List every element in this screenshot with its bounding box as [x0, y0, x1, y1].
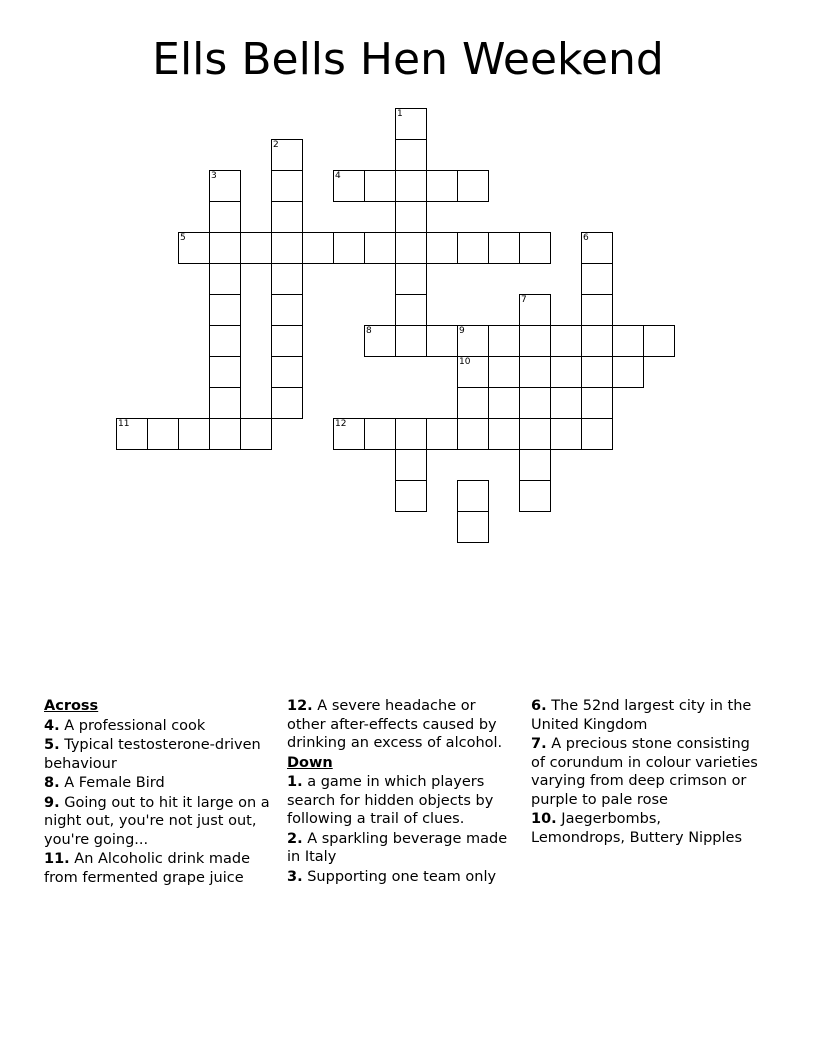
grid-cell[interactable]: [116, 418, 148, 450]
grid-cell[interactable]: [457, 356, 489, 388]
grid-cell[interactable]: [581, 356, 613, 388]
grid-cell[interactable]: [488, 418, 520, 450]
grid-cell[interactable]: [271, 170, 303, 202]
grid-cell-number: 3: [211, 171, 217, 181]
grid-cell[interactable]: [488, 325, 520, 357]
clue-number: 11.: [44, 851, 70, 867]
grid-cell[interactable]: [581, 387, 613, 419]
grid-cell[interactable]: [271, 356, 303, 388]
grid-cell-number: 9: [459, 326, 465, 336]
grid-cell-number: 11: [118, 419, 130, 429]
clue-down-3: [287, 868, 515, 887]
clue-number: 9.: [44, 794, 60, 811]
grid-cell[interactable]: [271, 325, 303, 357]
grid-cell[interactable]: [457, 232, 489, 264]
grid-cell[interactable]: [426, 232, 458, 264]
grid-cell[interactable]: [519, 232, 551, 264]
clue-text: A sparkling beverage made in Italy: [287, 830, 508, 865]
clue-down-1: [287, 773, 515, 829]
clue-text: Going out to hit it large on a night out, you're not just out, you're going...: [44, 794, 270, 848]
grid-cell[interactable]: [581, 232, 613, 264]
clue-number: 8.: [44, 775, 60, 791]
clue-down-7: [531, 735, 759, 809]
grid-cell[interactable]: [271, 201, 303, 233]
clue-across-8: [44, 774, 272, 793]
page-title: Ells Bells Hen Weekend: [152, 34, 664, 85]
grid-cell[interactable]: [209, 356, 241, 388]
clues-section: [44, 697, 774, 987]
grid-cell[interactable]: [612, 325, 644, 357]
grid-cell[interactable]: [209, 387, 241, 419]
clue-down-10: [531, 810, 759, 847]
clue-number: 2.: [287, 830, 303, 847]
grid-cell-number: 8: [366, 326, 372, 336]
grid-cell[interactable]: [271, 139, 303, 171]
clue-down-6: [531, 697, 759, 734]
grid-cell[interactable]: [550, 418, 582, 450]
grid-cell[interactable]: [395, 263, 427, 295]
grid-cell[interactable]: [209, 201, 241, 233]
clues-column-1: [44, 697, 272, 888]
grid-cell[interactable]: [209, 325, 241, 357]
grid-cell[interactable]: [395, 325, 427, 357]
grid-cell[interactable]: [395, 170, 427, 202]
across-heading: Across: [44, 698, 99, 714]
grid-cell[interactable]: [364, 232, 396, 264]
grid-cell[interactable]: [271, 387, 303, 419]
grid-cell[interactable]: [457, 325, 489, 357]
grid-cell[interactable]: [457, 387, 489, 419]
grid-cell[interactable]: [395, 449, 427, 481]
grid-cell[interactable]: [395, 232, 427, 264]
clue-across-4: [44, 717, 272, 736]
clue-number: 4.: [44, 717, 60, 734]
grid-cell[interactable]: [457, 418, 489, 450]
grid-cell[interactable]: [395, 108, 427, 140]
grid-cell[interactable]: [178, 418, 210, 450]
clue-text: Typical testosterone-driven behaviour: [44, 737, 261, 772]
grid-cell[interactable]: [457, 511, 489, 543]
down-heading: Down: [287, 754, 333, 771]
grid-cell[interactable]: [395, 201, 427, 233]
grid-cell[interactable]: [519, 356, 551, 388]
grid-cell[interactable]: [488, 232, 520, 264]
clue-down-2: [287, 830, 515, 867]
grid-cell[interactable]: [643, 325, 675, 357]
clue-text: A Female Bird: [59, 775, 165, 791]
grid-cell[interactable]: [426, 170, 458, 202]
grid-cell[interactable]: [519, 449, 551, 481]
grid-cell-number: 10: [459, 357, 471, 367]
grid-cell[interactable]: [457, 480, 489, 512]
grid-cell-number: 4: [335, 171, 341, 181]
clue-across-12: [287, 697, 515, 753]
clue-number: 3.: [287, 868, 303, 885]
clue-text: A severe headache or other after-effects caused by drinking an excess of alcohol.: [287, 698, 503, 751]
clue-text: A precious stone consisting of corundum in colour varieties varying from deep crimson or purple to pale rose: [531, 736, 758, 808]
clue-number: 12.: [287, 698, 313, 714]
grid-cell[interactable]: [395, 480, 427, 512]
clue-number: 5.: [44, 737, 60, 753]
grid-cell[interactable]: [426, 325, 458, 357]
grid-cell[interactable]: [209, 232, 241, 264]
grid-cell[interactable]: [271, 232, 303, 264]
clue-text: Jaegerbombs, Lemondrops, Buttery Nipples: [531, 811, 742, 846]
grid-cell[interactable]: [519, 387, 551, 419]
clues-column-2: [287, 697, 515, 887]
grid-cell[interactable]: [395, 418, 427, 450]
grid-cell[interactable]: [333, 418, 365, 450]
grid-cell[interactable]: [209, 418, 241, 450]
grid-cell[interactable]: [581, 294, 613, 326]
grid-cell-number: 12: [335, 419, 347, 429]
grid-cell[interactable]: [426, 418, 458, 450]
clue-across-11: [44, 850, 272, 887]
grid-cell[interactable]: [364, 170, 396, 202]
grid-cell[interactable]: [364, 418, 396, 450]
grid-cell[interactable]: [209, 294, 241, 326]
grid-cell[interactable]: [147, 418, 179, 450]
grid-cell[interactable]: [271, 263, 303, 295]
grid-cell-number: 1: [397, 109, 403, 119]
grid-cell[interactable]: [488, 356, 520, 388]
grid-cell[interactable]: [240, 418, 272, 450]
clue-text: Supporting one team only: [302, 868, 497, 885]
grid-cell[interactable]: [395, 139, 427, 171]
grid-cell-number: 2: [273, 140, 279, 150]
grid-cell[interactable]: [519, 294, 551, 326]
clues-column-3: [531, 697, 759, 848]
grid-cell[interactable]: [612, 356, 644, 388]
grid-cell[interactable]: [581, 263, 613, 295]
grid-cell[interactable]: [519, 325, 551, 357]
clue-number: 6.: [531, 698, 547, 714]
grid-cell[interactable]: [209, 170, 241, 202]
grid-cell[interactable]: [271, 294, 303, 326]
grid-cell[interactable]: [581, 418, 613, 450]
grid-cell-number: 7: [521, 295, 527, 305]
clue-text: An Alcoholic drink made from fermented grape juice: [44, 851, 251, 886]
grid-cell[interactable]: [519, 480, 551, 512]
clue-text: a game in which players search for hidden objects by following a trail of clues.: [287, 774, 494, 827]
grid-cell[interactable]: [519, 418, 551, 450]
clue-number: 7.: [531, 736, 547, 752]
grid-cell[interactable]: [364, 325, 396, 357]
grid-cell-number: 5: [180, 233, 186, 243]
clue-across-5: [44, 736, 272, 773]
grid-cell[interactable]: [457, 170, 489, 202]
grid-cell[interactable]: [550, 325, 582, 357]
grid-cell[interactable]: [333, 232, 365, 264]
clue-across-9: [44, 794, 272, 850]
clue-number: 1.: [287, 774, 303, 790]
grid-cell[interactable]: [581, 325, 613, 357]
grid-cell-number: 6: [583, 233, 589, 243]
grid-cell[interactable]: [302, 232, 334, 264]
clue-text: The 52nd largest city in the United Kingdom: [531, 698, 752, 733]
grid-cell[interactable]: [395, 294, 427, 326]
grid-cell[interactable]: [209, 263, 241, 295]
grid-cell[interactable]: [550, 356, 582, 388]
clue-number: 10.: [531, 811, 557, 827]
grid-cell[interactable]: [178, 232, 210, 264]
grid-cell[interactable]: [240, 232, 272, 264]
grid-cell[interactable]: [333, 170, 365, 202]
clue-text: A professional cook: [59, 717, 206, 734]
